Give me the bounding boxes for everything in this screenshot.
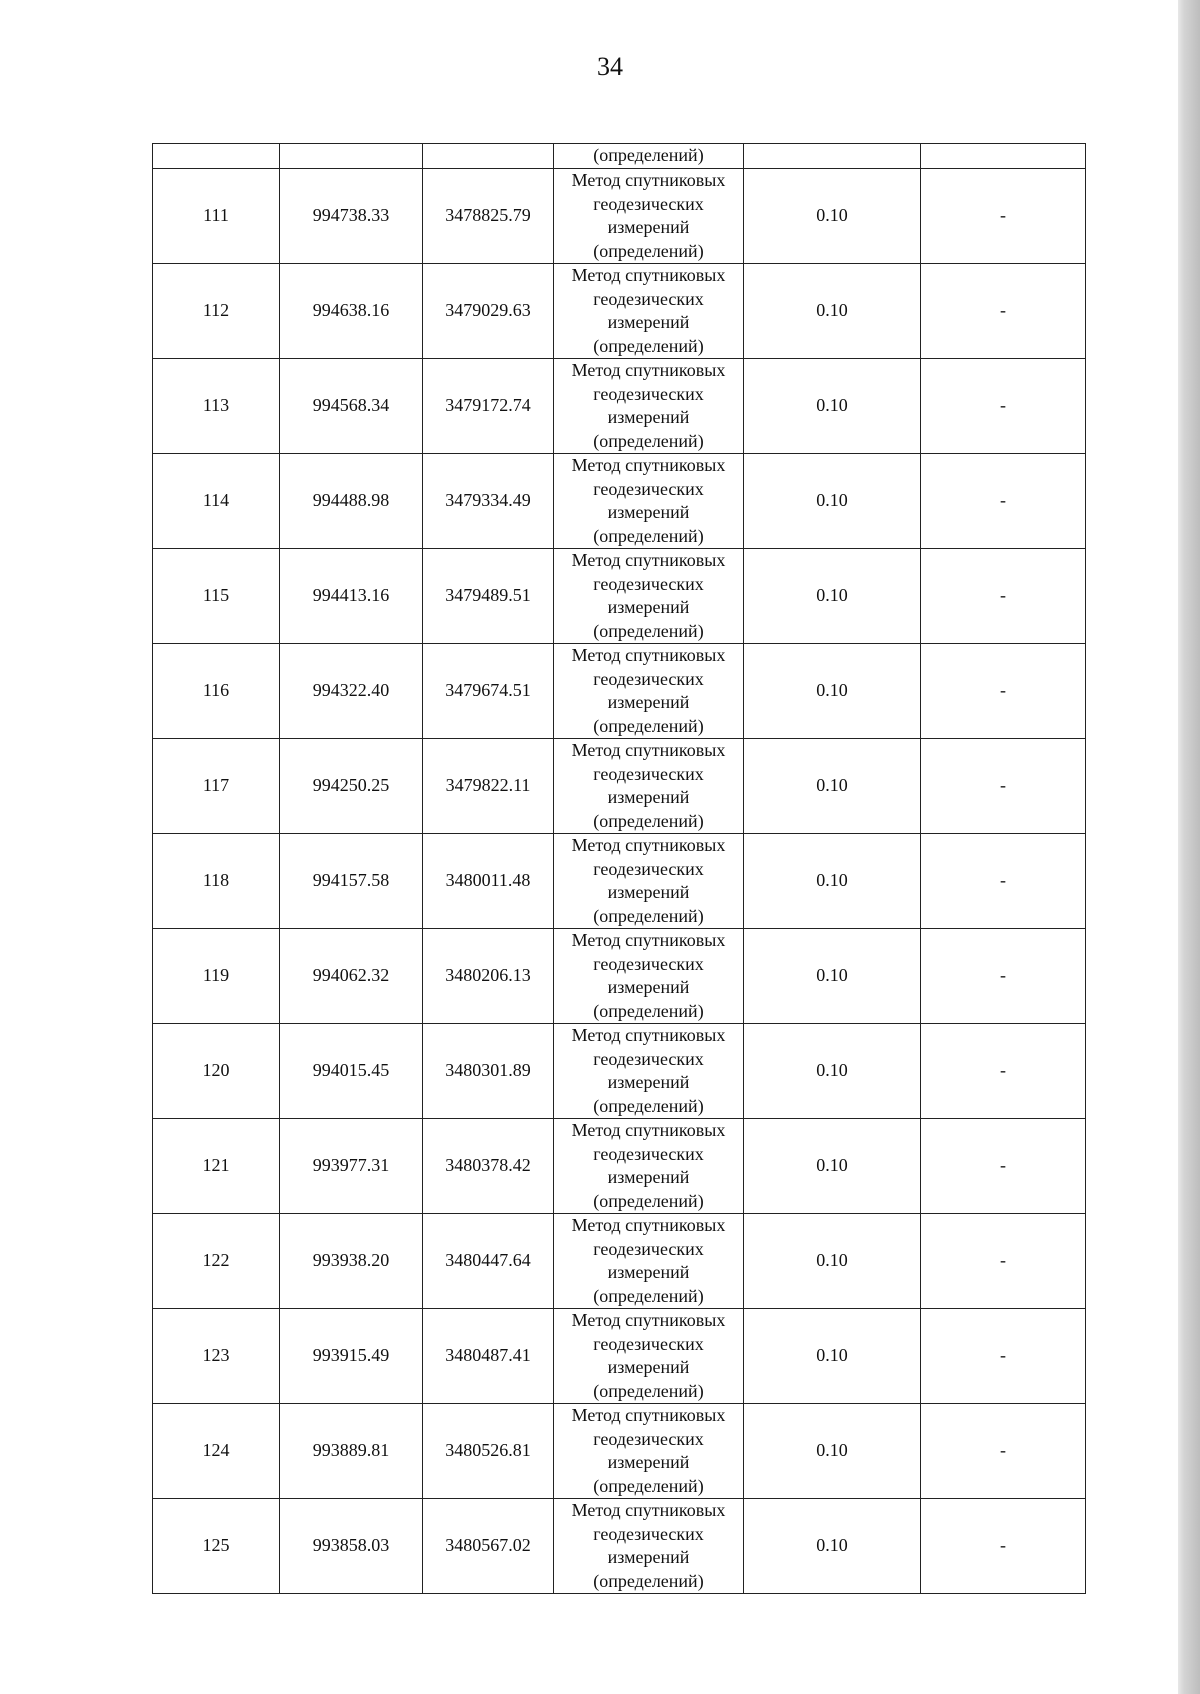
table-row xyxy=(153,454,1086,549)
method-line: (определений) xyxy=(593,1570,704,1591)
table-row xyxy=(153,1499,1086,1594)
note-cell: - xyxy=(921,1309,1086,1404)
table-row xyxy=(153,739,1086,834)
method-line: измерений xyxy=(607,1072,690,1092)
method-line: (определений) xyxy=(593,1190,704,1211)
method-line: (определений) xyxy=(593,620,704,641)
accuracy-cell: 0.10 xyxy=(744,454,921,549)
accuracy-cell: 0.10 xyxy=(744,1404,921,1499)
method-line: геодезических xyxy=(593,573,704,594)
x-coordinate-cell: 993889.81 xyxy=(280,1404,423,1499)
note-cell: - xyxy=(921,549,1086,644)
continuation-cell-x xyxy=(280,144,423,169)
x-coordinate-cell: 994488.98 xyxy=(280,454,423,549)
method-line: (определений) xyxy=(593,335,704,356)
method-line: Метод спутниковых xyxy=(571,1025,726,1045)
continuation-cell-accuracy xyxy=(744,144,921,169)
method-line: измерений xyxy=(607,1357,690,1377)
point-number-cell: 118 xyxy=(153,834,280,929)
accuracy-cell: 0.10 xyxy=(744,1499,921,1594)
method-line: измерений xyxy=(607,977,690,997)
y-coordinate-cell: 3480447.64 xyxy=(423,1214,554,1309)
method-line: геодезических xyxy=(593,1523,704,1544)
method-line: геодезических xyxy=(593,858,704,879)
method-line: (определений) xyxy=(593,1000,704,1021)
method-line: Метод спутниковых xyxy=(571,740,726,760)
method-line: (определений) xyxy=(593,715,704,736)
point-number-cell: 119 xyxy=(153,929,280,1024)
note-cell: - xyxy=(921,1499,1086,1594)
method-line: геодезических xyxy=(593,288,704,309)
method-cell xyxy=(554,1024,744,1119)
method-line: измерений xyxy=(607,692,690,712)
method-line: измерений xyxy=(607,407,690,427)
x-coordinate-cell: 994157.58 xyxy=(280,834,423,929)
point-number-cell: 115 xyxy=(153,549,280,644)
y-coordinate-cell: 3480567.02 xyxy=(423,1499,554,1594)
accuracy-cell: 0.10 xyxy=(744,1024,921,1119)
method-line: геодезических xyxy=(593,1428,704,1449)
point-number-cell: 114 xyxy=(153,454,280,549)
x-coordinate-cell: 994322.40 xyxy=(280,644,423,739)
table-row xyxy=(153,1024,1086,1119)
table-row xyxy=(153,834,1086,929)
method-line: (определений) xyxy=(593,1095,704,1116)
continuation-cell-y xyxy=(423,144,554,169)
method-line: Метод спутниковых xyxy=(571,835,726,855)
point-number-cell: 124 xyxy=(153,1404,280,1499)
accuracy-cell: 0.10 xyxy=(744,1214,921,1309)
method-line: геодезических xyxy=(593,193,704,214)
accuracy-cell: 0.10 xyxy=(744,264,921,359)
point-number-cell: 125 xyxy=(153,1499,280,1594)
accuracy-cell: 0.10 xyxy=(744,739,921,834)
method-line: Метод спутниковых xyxy=(571,550,726,570)
method-line: Метод спутниковых xyxy=(571,1120,726,1140)
method-cell xyxy=(554,454,744,549)
accuracy-cell: 0.10 xyxy=(744,169,921,264)
method-line: измерений xyxy=(607,1262,690,1282)
method-cell xyxy=(554,1214,744,1309)
method-line: измерений xyxy=(607,312,690,332)
point-number-cell: 122 xyxy=(153,1214,280,1309)
note-cell: - xyxy=(921,929,1086,1024)
y-coordinate-cell: 3479029.63 xyxy=(423,264,554,359)
x-coordinate-cell: 993977.31 xyxy=(280,1119,423,1214)
method-line: Метод спутниковых xyxy=(571,265,726,285)
method-line: измерений xyxy=(607,597,690,617)
continuation-cell-note xyxy=(921,144,1086,169)
note-cell: - xyxy=(921,169,1086,264)
y-coordinate-cell: 3480378.42 xyxy=(423,1119,554,1214)
method-line: Метод спутниковых xyxy=(571,360,726,380)
method-line: геодезических xyxy=(593,1238,704,1259)
point-number-cell: 111 xyxy=(153,169,280,264)
method-line: измерений xyxy=(607,1547,690,1567)
note-cell: - xyxy=(921,834,1086,929)
coordinates-table-body xyxy=(153,144,1086,1594)
page-edge-shadow xyxy=(1178,0,1200,1694)
table-row xyxy=(153,264,1086,359)
page-number: 34 xyxy=(597,52,623,81)
table-row xyxy=(153,359,1086,454)
method-cell xyxy=(554,549,744,644)
x-coordinate-cell: 993915.49 xyxy=(280,1309,423,1404)
table-row xyxy=(153,644,1086,739)
point-number-cell: 116 xyxy=(153,644,280,739)
method-line: геодезических xyxy=(593,383,704,404)
method-line: геодезических xyxy=(593,1048,704,1069)
method-line: (определений) xyxy=(593,525,704,546)
method-line: Метод спутниковых xyxy=(571,1310,726,1330)
method-line: измерений xyxy=(607,217,690,237)
method-line: (определений) xyxy=(593,905,704,926)
note-cell: - xyxy=(921,1214,1086,1309)
x-coordinate-cell: 993858.03 xyxy=(280,1499,423,1594)
continuation-row xyxy=(153,144,1086,169)
method-line: (определений) xyxy=(593,430,704,451)
method-line: Метод спутниковых xyxy=(571,1215,726,1235)
continuation-cell-point xyxy=(153,144,280,169)
y-coordinate-cell: 3479489.51 xyxy=(423,549,554,644)
method-cell xyxy=(554,739,744,834)
note-cell: - xyxy=(921,1404,1086,1499)
x-coordinate-cell: 994015.45 xyxy=(280,1024,423,1119)
y-coordinate-cell: 3480301.89 xyxy=(423,1024,554,1119)
method-line: геодезических xyxy=(593,763,704,784)
table-row xyxy=(153,929,1086,1024)
y-coordinate-cell: 3479822.11 xyxy=(423,739,554,834)
method-line: измерений xyxy=(607,1452,690,1472)
method-cell xyxy=(554,359,744,454)
table-row xyxy=(153,1404,1086,1499)
point-number-cell: 123 xyxy=(153,1309,280,1404)
method-line: (определений) xyxy=(593,810,704,831)
x-coordinate-cell: 994638.16 xyxy=(280,264,423,359)
point-number-cell: 113 xyxy=(153,359,280,454)
method-line: измерений xyxy=(607,1167,690,1187)
method-line: измерений xyxy=(607,787,690,807)
table-row xyxy=(153,549,1086,644)
note-cell: - xyxy=(921,454,1086,549)
x-coordinate-cell: 994062.32 xyxy=(280,929,423,1024)
x-coordinate-cell: 993938.20 xyxy=(280,1214,423,1309)
x-coordinate-cell: 994250.25 xyxy=(280,739,423,834)
point-number-cell: 121 xyxy=(153,1119,280,1214)
method-line: (определений) xyxy=(593,1285,704,1306)
method-line: Метод спутниковых xyxy=(571,170,726,190)
x-coordinate-cell: 994568.34 xyxy=(280,359,423,454)
method-line: измерений xyxy=(607,882,690,902)
method-line: (определений) xyxy=(593,1380,704,1401)
method-cell xyxy=(554,834,744,929)
accuracy-cell: 0.10 xyxy=(744,834,921,929)
method-line: (определений) xyxy=(593,240,704,261)
method-line: геодезических xyxy=(593,478,704,499)
method-line: геодезических xyxy=(593,668,704,689)
method-cell xyxy=(554,1404,744,1499)
method-line: Метод спутниковых xyxy=(571,645,726,665)
y-coordinate-cell: 3480526.81 xyxy=(423,1404,554,1499)
method-line: Метод спутниковых xyxy=(571,930,726,950)
method-line: Метод спутниковых xyxy=(571,1405,726,1425)
point-number-cell: 120 xyxy=(153,1024,280,1119)
method-line: геодезических xyxy=(593,1143,704,1164)
method-cell xyxy=(554,929,744,1024)
table-row xyxy=(153,1119,1086,1214)
table-row xyxy=(153,169,1086,264)
accuracy-cell: 0.10 xyxy=(744,1309,921,1404)
note-cell: - xyxy=(921,1119,1086,1214)
note-cell: - xyxy=(921,1024,1086,1119)
y-coordinate-cell: 3479172.74 xyxy=(423,359,554,454)
accuracy-cell: 0.10 xyxy=(744,359,921,454)
accuracy-cell: 0.10 xyxy=(744,1119,921,1214)
method-line: геодезических xyxy=(593,1333,704,1354)
note-cell: - xyxy=(921,739,1086,834)
y-coordinate-cell: 3479674.51 xyxy=(423,644,554,739)
method-line: Метод спутниковых xyxy=(571,455,726,475)
x-coordinate-cell: 994738.33 xyxy=(280,169,423,264)
method-line: Метод спутниковых xyxy=(571,1500,726,1520)
note-cell: - xyxy=(921,264,1086,359)
y-coordinate-cell: 3480206.13 xyxy=(423,929,554,1024)
method-cell xyxy=(554,1119,744,1214)
method-line: геодезических xyxy=(593,953,704,974)
y-coordinate-cell: 3480487.41 xyxy=(423,1309,554,1404)
x-coordinate-cell: 994413.16 xyxy=(280,549,423,644)
coordinates-table xyxy=(152,143,1086,1594)
note-cell: - xyxy=(921,359,1086,454)
accuracy-cell: 0.10 xyxy=(744,929,921,1024)
method-line: (определений) xyxy=(593,1475,704,1496)
accuracy-cell: 0.10 xyxy=(744,644,921,739)
method-cell xyxy=(554,644,744,739)
point-number-cell: 112 xyxy=(153,264,280,359)
method-cell xyxy=(554,1499,744,1594)
method-cell xyxy=(554,169,744,264)
y-coordinate-cell: 3478825.79 xyxy=(423,169,554,264)
method-line: измерений xyxy=(607,502,690,522)
accuracy-cell: 0.10 xyxy=(744,549,921,644)
note-cell: - xyxy=(921,644,1086,739)
y-coordinate-cell: 3479334.49 xyxy=(423,454,554,549)
point-number-cell: 117 xyxy=(153,739,280,834)
continuation-cell-method: (определений) xyxy=(554,144,744,169)
table-row xyxy=(153,1214,1086,1309)
method-cell xyxy=(554,264,744,359)
y-coordinate-cell: 3480011.48 xyxy=(423,834,554,929)
table-row xyxy=(153,1309,1086,1404)
method-cell xyxy=(554,1309,744,1404)
